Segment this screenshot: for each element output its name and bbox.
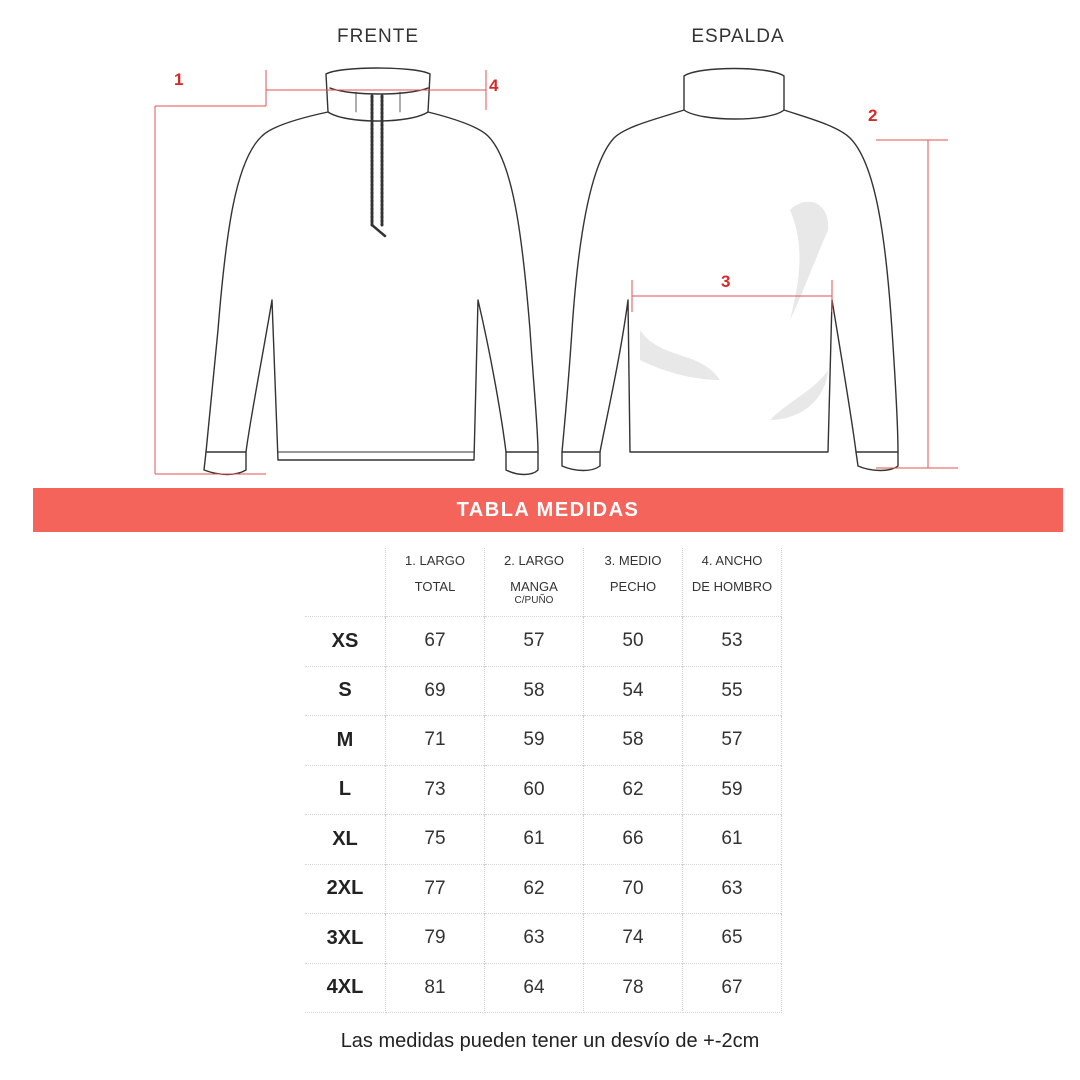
header-line: TOTAL xyxy=(414,579,456,594)
value-cell: 77 xyxy=(386,864,485,914)
tolerance-footnote: Las medidas pueden tener un desvío de +-2cm xyxy=(340,1030,760,1052)
table-row xyxy=(305,963,782,1013)
banner-title: TABLA MEDIDAS xyxy=(456,499,640,521)
value-cell: 54 xyxy=(584,666,683,716)
header-line: 3. MEDIO xyxy=(604,553,662,568)
value-cell: 65 xyxy=(683,914,782,964)
marker-3: 3 xyxy=(721,272,731,291)
size-label: 3XL xyxy=(305,914,386,964)
value-cell: 69 xyxy=(386,666,485,716)
size-label: 2XL xyxy=(305,864,386,914)
value-cell: 67 xyxy=(683,963,782,1013)
value-cell: 71 xyxy=(386,716,485,766)
table-row xyxy=(305,914,782,964)
value-cell: 66 xyxy=(584,815,683,865)
table-row xyxy=(305,666,782,716)
front-sweater-drawing xyxy=(204,68,538,475)
value-cell: 81 xyxy=(386,963,485,1013)
back-view-label: ESPALDA xyxy=(691,26,785,47)
value-cell: 57 xyxy=(683,716,782,766)
header-medio-pecho xyxy=(584,548,683,617)
size-label: M xyxy=(305,716,386,766)
value-cell: 62 xyxy=(584,765,683,815)
value-cell: 57 xyxy=(485,617,584,667)
header-empty-cell xyxy=(305,548,386,617)
size-table xyxy=(305,548,782,1013)
value-cell: 55 xyxy=(683,666,782,716)
size-label: XL xyxy=(305,815,386,865)
value-cell: 73 xyxy=(386,765,485,815)
header-largo-total xyxy=(386,548,485,617)
header-line: 4. ANCHO xyxy=(701,553,763,568)
table-row xyxy=(305,716,782,766)
value-cell: 78 xyxy=(584,963,683,1013)
value-cell: 58 xyxy=(584,716,683,766)
table-row xyxy=(305,864,782,914)
value-cell: 53 xyxy=(683,617,782,667)
value-cell: 79 xyxy=(386,914,485,964)
header-line: DE HOMBRO xyxy=(691,579,773,594)
header-largo-manga xyxy=(485,548,584,617)
value-cell: 74 xyxy=(584,914,683,964)
value-cell: 59 xyxy=(485,716,584,766)
size-label: L xyxy=(305,765,386,815)
table-header-row xyxy=(305,548,782,617)
value-cell: 75 xyxy=(386,815,485,865)
header-ancho-hombro xyxy=(683,548,782,617)
marker-2: 2 xyxy=(868,106,878,125)
value-cell: 50 xyxy=(584,617,683,667)
marker-1: 1 xyxy=(174,70,184,89)
header-line: 2. LARGO xyxy=(504,553,564,568)
value-cell: 58 xyxy=(485,666,584,716)
back-sweater-drawing xyxy=(562,69,898,471)
size-table-banner xyxy=(33,488,1063,532)
value-cell: 61 xyxy=(485,815,584,865)
header-line: 1. LARGO xyxy=(405,553,465,568)
value-cell: 62 xyxy=(485,864,584,914)
value-cell: 61 xyxy=(683,815,782,865)
value-cell: 63 xyxy=(485,914,584,964)
value-cell: 59 xyxy=(683,765,782,815)
marker-4: 4 xyxy=(489,76,499,95)
value-cell: 67 xyxy=(386,617,485,667)
value-cell: 60 xyxy=(485,765,584,815)
garment-illustration xyxy=(0,0,1080,480)
value-cell: 64 xyxy=(485,963,584,1013)
header-line: MANGA xyxy=(510,579,558,594)
front-view-label: FRENTE xyxy=(337,26,419,47)
value-cell: 70 xyxy=(584,864,683,914)
table-row xyxy=(305,815,782,865)
size-label: XS xyxy=(305,617,386,667)
value-cell: 63 xyxy=(683,864,782,914)
table-row xyxy=(305,765,782,815)
table-row xyxy=(305,617,782,667)
header-line: PECHO xyxy=(609,579,657,594)
size-label: 4XL xyxy=(305,963,386,1013)
header-sub-line: C/PUÑO xyxy=(514,595,554,606)
size-label: S xyxy=(305,666,386,716)
